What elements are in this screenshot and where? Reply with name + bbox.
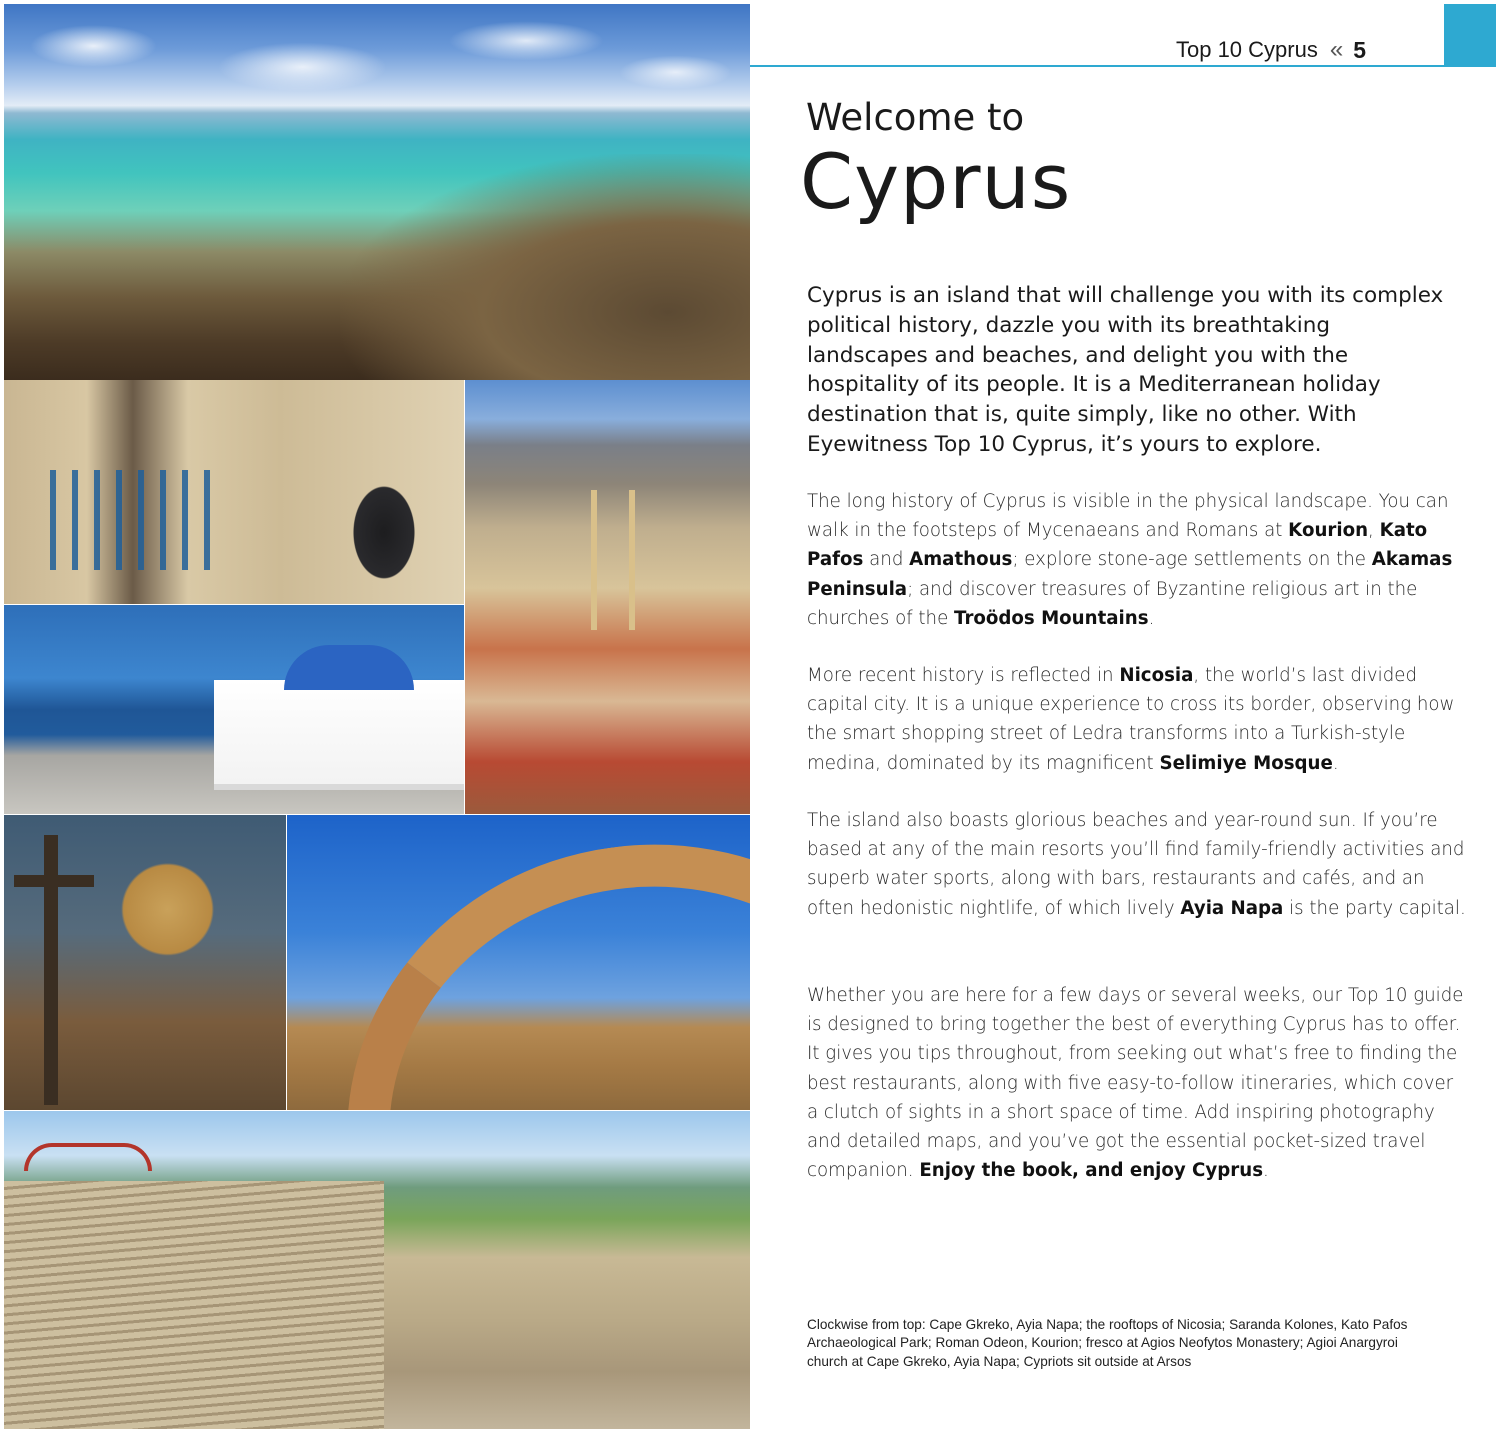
- text-run: .: [1148, 607, 1155, 629]
- text-run: ; and discover treasures of Byzantine religious art in the churches of the: [807, 578, 1418, 629]
- text-run: .: [1263, 1160, 1269, 1182]
- place-troodos-mountains: Troödos Mountains: [954, 607, 1149, 629]
- chevron-left-icon: «: [1329, 36, 1342, 63]
- text-run: More recent history is reflected in: [807, 665, 1120, 686]
- intro-paragraph: Cyprus is an island that will challenge you with its complex political history, dazzle you with its breathtaking landscapes and beaches, and delight you with the hospitality of its people. It is a Mediterranean holiday destination that is, quite simply, like no other. With Eyewitness Top 10 Cyprus, it’s yours to explore.: [807, 283, 1444, 457]
- place-kourion: Kourion: [1288, 520, 1369, 542]
- text-run: and: [863, 549, 910, 571]
- text-run: , the world’s last divided capital city. It is a unique experience to cross its border, observing how the smart shopping street of Ledra transforms into a Turkish-style medina, dominated by its magnificent: [807, 665, 1455, 774]
- place-selimiye-mosque: Selimiye Mosque: [1159, 752, 1333, 774]
- text-run: .: [1332, 752, 1339, 774]
- running-head-bar: [750, 4, 1444, 67]
- place-nicosia: Nicosia: [1119, 665, 1194, 686]
- photo-cypriots-at-arsos: [4, 380, 464, 604]
- body-paragraph-nicosia: [807, 661, 1467, 778]
- photo-saranda-kolones: [287, 815, 750, 1110]
- text-run: ; explore stone-age settlements on the: [1012, 549, 1372, 571]
- photo-fresco-agios-neofytos: [4, 815, 286, 1110]
- text-run: is the party capital.: [1283, 897, 1466, 919]
- running-head-title: Top 10 Cyprus: [1175, 37, 1318, 62]
- place-amathous: Amathous: [909, 549, 1013, 571]
- photo-caption: Clockwise from top: Cape Gkreko, Ayia Napa; the rooftops of Nicosia; Saranda Kolones, Kato Pafos Archaeological Park; Roman Odeon, Kourion; fresco at Agios Neofytos Monastery; Agioi Anargyroi church at Cape Gkreko, Ayia Napa; Cypriots sit outside at Arsos: [807, 1317, 1408, 1369]
- body-paragraph-guide: [807, 981, 1467, 1185]
- photo-rooftops-of-nicosia: [465, 380, 750, 814]
- running-head: [1176, 36, 1366, 64]
- page-number: 5: [1353, 36, 1366, 63]
- photo-roman-odeon-kourion: [4, 1111, 750, 1429]
- page-title: Cyprus: [800, 137, 1072, 226]
- body-paragraph-beaches: [807, 806, 1467, 923]
- heading-welcome: Welcome to: [806, 96, 1025, 139]
- text-run: ,: [1368, 520, 1380, 542]
- text-run: The island also boasts glorious beaches and year-round sun. If you’re based at any of the main resorts you’ll find family-friendly activities and superb water sports, along with bars, restaurants and cafés, and an often hedonistic nightlife, of which lively: [807, 810, 1465, 919]
- text-run: The long history of Cyprus is visible in the physical landscape. You can walk in the footsteps of Mycenaeans and Romans at: [807, 491, 1449, 542]
- place-ayia-napa: Ayia Napa: [1180, 897, 1284, 919]
- photo-cape-gkreko: [4, 4, 750, 380]
- photo-agioi-anargyroi-church: [4, 605, 464, 814]
- place-akamas-peninsula: Akamas Peninsula: [807, 549, 1453, 600]
- text-run: Whether you are here for a few days or several weeks, our Top 10 guide is designed to bring together the best of everything Cyprus has to offer. It gives you tips throughout, from seeking out what’s free to finding the best restaurants, along with five easy-to-follow itineraries, which cover a clutch of sights in a short space of time. Add inspiring photography and detailed maps, and you’ve got the essential pocket-sized travel companion.: [807, 985, 1464, 1182]
- body-paragraph-history: [807, 487, 1467, 633]
- place-kato-pafos: Kato Pafos: [807, 520, 1428, 571]
- enjoy-tagline: Enjoy the book, and enjoy Cyprus: [919, 1160, 1264, 1182]
- header-accent-block: [1444, 4, 1496, 67]
